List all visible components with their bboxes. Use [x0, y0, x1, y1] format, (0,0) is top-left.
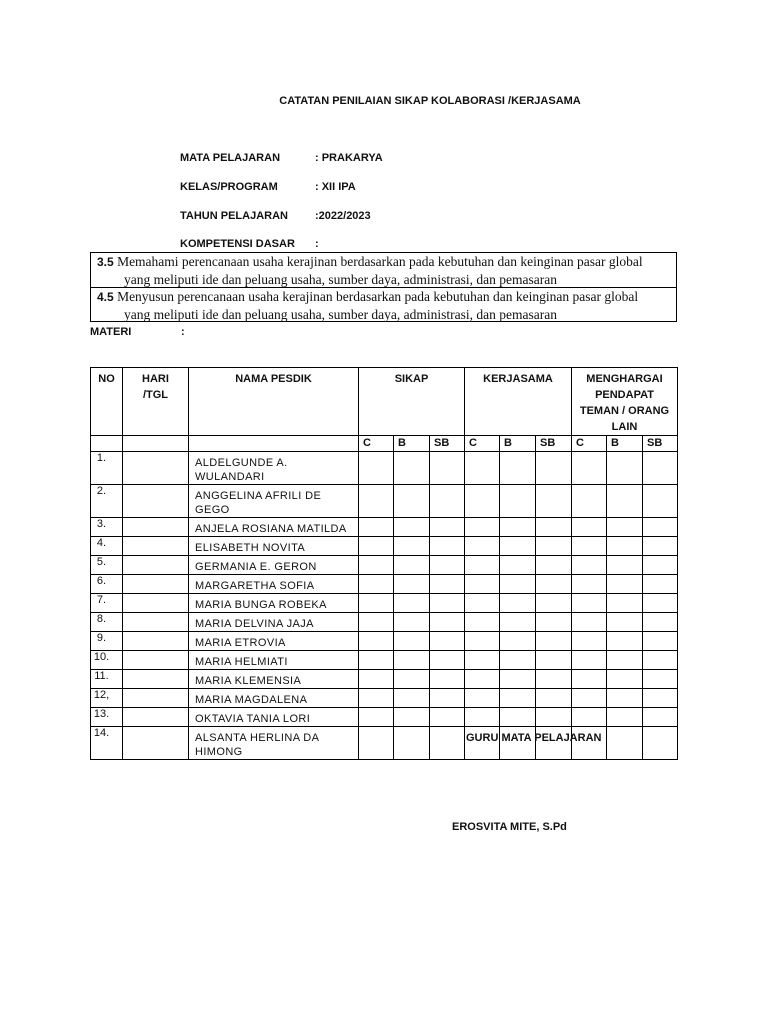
header-menghargai: [572, 368, 678, 436]
kompetensi-item: [91, 288, 676, 323]
grade-cell: [394, 556, 430, 575]
grade-cell: [536, 452, 572, 485]
grade-cell: [430, 594, 465, 613]
grade-cell: [607, 575, 643, 594]
grade-cell: [430, 485, 465, 518]
grade-cell: [643, 689, 678, 708]
grade-cell: [536, 689, 572, 708]
grade-cell: [359, 556, 394, 575]
row-number: 5.: [91, 556, 123, 575]
grade-cell: [607, 651, 643, 670]
header-hari-line1: HARI: [142, 373, 169, 385]
kompetensi-number: 4.5: [97, 290, 114, 304]
table-row: [91, 556, 678, 575]
grade-cell: [500, 670, 536, 689]
meta-value-kompetensi-dasar: :: [315, 238, 319, 250]
grade-cell: [500, 651, 536, 670]
grade-cell: [430, 670, 465, 689]
grade-cell: [572, 452, 607, 485]
row-number: 2.: [91, 485, 123, 518]
grade-cell: [536, 485, 572, 518]
table-row: [91, 613, 678, 632]
row-number: 9.: [91, 632, 123, 651]
grade-cell: [572, 575, 607, 594]
grade-cell: [607, 727, 643, 760]
subheader-empty: [91, 436, 123, 452]
row-number: 8.: [91, 613, 123, 632]
row-hari-cell: [123, 452, 189, 485]
header-menghargai-line2: PENDAPAT: [595, 389, 654, 401]
grade-cell: [465, 518, 500, 537]
grade-cell: [500, 518, 536, 537]
grade-cell: [572, 537, 607, 556]
header-no: NO: [91, 368, 123, 436]
meta-value-kelas-program: : XII IPA: [315, 181, 356, 193]
grade-cell: [430, 518, 465, 537]
grade-cell: [430, 537, 465, 556]
grade-cell: [430, 689, 465, 708]
grade-cell: [607, 518, 643, 537]
row-student-name: MARIA HELMIATI: [189, 651, 359, 670]
row-number: 3.: [91, 518, 123, 537]
grade-cell: [430, 651, 465, 670]
grade-cell: [394, 537, 430, 556]
grade-cell: [643, 708, 678, 727]
grade-cell: [394, 727, 430, 760]
row-number: 1.: [91, 452, 123, 485]
grade-cell: [643, 651, 678, 670]
grade-cell: [359, 670, 394, 689]
row-student-name: MARIA KLEMENSIA: [189, 670, 359, 689]
grade-cell: [643, 594, 678, 613]
header-menghargai-line4: LAIN: [611, 421, 638, 433]
row-number: 4.: [91, 537, 123, 556]
grade-cell: [359, 708, 394, 727]
grade-cell: [359, 537, 394, 556]
row-number: 7.: [91, 594, 123, 613]
table-row: [91, 670, 678, 689]
header-nama-pesdik: NAMA PESDIK: [189, 368, 359, 436]
grade-cell: [500, 537, 536, 556]
meta-value-mata-pelajaran: : PRAKARYA: [315, 152, 383, 164]
row-student-name: ELISABETH NOVITA: [189, 537, 359, 556]
grade-cell: [607, 556, 643, 575]
grade-cell: [536, 651, 572, 670]
row-hari-cell: [123, 613, 189, 632]
grade-cell: [430, 632, 465, 651]
grade-cell: [430, 452, 465, 485]
grade-cell: [607, 594, 643, 613]
meta-label-mata-pelajaran: MATA PELAJARAN: [180, 152, 281, 164]
row-hari-cell: [123, 727, 189, 760]
grade-cell: [607, 670, 643, 689]
row-number: 11.: [91, 670, 123, 689]
grade-cell: [359, 689, 394, 708]
grade-cell: [607, 689, 643, 708]
grade-cell: [643, 670, 678, 689]
meta-value-tahun-pelajaran: :2022/2023: [315, 210, 371, 222]
grade-cell: [500, 485, 536, 518]
row-hari-cell: [123, 632, 189, 651]
grade-cell: [536, 575, 572, 594]
row-number: 12,: [91, 689, 123, 708]
grade-cell: [572, 518, 607, 537]
grade-cell: [572, 632, 607, 651]
grade-cell: [643, 537, 678, 556]
row-hari-cell: [123, 670, 189, 689]
grade-cell: [465, 689, 500, 708]
table-row: [91, 452, 678, 485]
kompetensi-dasar-box: [90, 252, 677, 322]
table-row: [91, 689, 678, 708]
grade-cell: [536, 537, 572, 556]
grade-cell: [359, 632, 394, 651]
grade-cell: [572, 651, 607, 670]
row-hari-cell: [123, 556, 189, 575]
table-header-row: [91, 368, 678, 436]
grade-cell: [465, 537, 500, 556]
subheader-grade: C: [359, 436, 394, 452]
meta-label-kelas-program: KELAS/PROGRAM: [180, 181, 278, 193]
grade-cell: [607, 613, 643, 632]
grade-cell: [394, 518, 430, 537]
row-number: 13.: [91, 708, 123, 727]
grade-cell: [465, 708, 500, 727]
subheader-grade: SB: [536, 436, 572, 452]
grade-cell: [359, 518, 394, 537]
grade-cell: [572, 594, 607, 613]
grade-cell: [394, 594, 430, 613]
subheader-grade: B: [394, 436, 430, 452]
document-title: CATATAN PENILAIAN SIKAP KOLABORASI /KERJASAMA: [279, 95, 581, 107]
grade-cell: [394, 575, 430, 594]
meta-label-tahun-pelajaran: TAHUN PELAJARAN: [180, 210, 288, 222]
row-number: 10.: [91, 651, 123, 670]
row-student-name: ANGGELINA AFRILI DE GEGO: [189, 485, 359, 518]
grade-cell: [500, 613, 536, 632]
grade-cell: [500, 632, 536, 651]
grade-cell: [465, 670, 500, 689]
grade-cell: [643, 632, 678, 651]
grade-cell: [359, 452, 394, 485]
grade-cell: [536, 518, 572, 537]
grade-cell: [643, 485, 678, 518]
table-row: [91, 485, 678, 518]
grade-cell: [607, 708, 643, 727]
row-student-name: MARIA ETROVIA: [189, 632, 359, 651]
kompetensi-number: 3.5: [97, 255, 114, 269]
row-student-name: MARGARETHA SOFIA: [189, 575, 359, 594]
row-hari-cell: [123, 575, 189, 594]
table-row: [91, 537, 678, 556]
row-student-name: ALDELGUNDE A. WULANDARI: [189, 452, 359, 485]
subheader-grade: SB: [430, 436, 465, 452]
grade-cell: [643, 575, 678, 594]
grade-cell: [359, 613, 394, 632]
grade-cell: [500, 689, 536, 708]
kompetensi-item: [91, 253, 676, 288]
grade-cell: [465, 651, 500, 670]
grade-cell: [500, 452, 536, 485]
header-menghargai-line3: TEMAN / ORANG: [579, 405, 670, 417]
grade-cell: [643, 613, 678, 632]
row-hari-cell: [123, 537, 189, 556]
grade-cell: [359, 485, 394, 518]
row-student-name: ANJELA ROSIANA MATILDA: [189, 518, 359, 537]
grade-cell: [394, 632, 430, 651]
table-row: [91, 632, 678, 651]
grade-cell: [500, 575, 536, 594]
grade-cell: [572, 708, 607, 727]
row-student-name: MARIA MAGDALENA: [189, 689, 359, 708]
grade-cell: [572, 689, 607, 708]
grade-cell: [394, 689, 430, 708]
grade-cell: [394, 651, 430, 670]
grade-cell: [500, 594, 536, 613]
grade-cell: [643, 727, 678, 760]
table-row: [91, 575, 678, 594]
grade-cell: [394, 708, 430, 727]
grade-cell: [572, 670, 607, 689]
materi-colon: :: [181, 326, 185, 338]
grade-cell: [359, 594, 394, 613]
grade-cell: [572, 485, 607, 518]
row-hari-cell: [123, 708, 189, 727]
grade-cell: [572, 613, 607, 632]
grade-cell: [359, 575, 394, 594]
table-row: [91, 594, 678, 613]
signature-role: GURU MATA PELAJARAN: [466, 732, 602, 744]
kompetensi-text-line2: yang meliputi ide dan peluang usaha, sumber daya, administrasi, dan pemasaran: [124, 307, 557, 322]
grade-cell: [430, 575, 465, 594]
grade-cell: [643, 452, 678, 485]
grade-cell: [394, 452, 430, 485]
grade-cell: [430, 727, 465, 760]
grade-cell: [394, 485, 430, 518]
grade-cell: [465, 575, 500, 594]
grade-cell: [465, 613, 500, 632]
grade-cell: [536, 613, 572, 632]
grade-cell: [607, 632, 643, 651]
kompetensi-text-line2: yang meliputi ide dan peluang usaha, sumber daya, administrasi, dan pemasaran: [124, 272, 557, 287]
row-number: 6.: [91, 575, 123, 594]
grade-cell: [465, 485, 500, 518]
row-hari-cell: [123, 651, 189, 670]
table-row: [91, 518, 678, 537]
subheader-empty: [189, 436, 359, 452]
header-kerjasama: KERJASAMA: [465, 368, 572, 436]
grade-cell: [572, 556, 607, 575]
table-row: [91, 708, 678, 727]
grade-cell: [394, 670, 430, 689]
grade-cell: [465, 594, 500, 613]
subheader-grade: SB: [643, 436, 678, 452]
grade-cell: [394, 613, 430, 632]
row-hari-cell: [123, 594, 189, 613]
grade-cell: [359, 727, 394, 760]
table-body: [91, 452, 678, 760]
grade-cell: [430, 556, 465, 575]
header-hari-line2: /TGL: [142, 389, 169, 401]
grade-cell: [500, 556, 536, 575]
grade-cell: [465, 632, 500, 651]
kompetensi-text-line1: Memahami perencanaan usaha kerajinan berdasarkan pada kebutuhan dan keinginan pasar global: [113, 254, 643, 269]
assessment-table: [90, 367, 678, 760]
row-hari-cell: [123, 518, 189, 537]
subheader-grade: C: [465, 436, 500, 452]
header-hari-tgl: [123, 368, 189, 436]
grade-cell: [607, 452, 643, 485]
grade-cell: [430, 613, 465, 632]
grade-cell: [607, 485, 643, 518]
subheader-empty: [123, 436, 189, 452]
row-hari-cell: [123, 689, 189, 708]
subheader-grade: C: [572, 436, 607, 452]
grade-cell: [536, 556, 572, 575]
grade-cell: [643, 518, 678, 537]
grade-cell: [643, 556, 678, 575]
signature-name: EROSVITA MITE, S.Pd: [452, 821, 567, 833]
grade-cell: [536, 670, 572, 689]
kompetensi-text-line1: Menyusun perencanaan usaha kerajinan berdasarkan pada kebutuhan dan keinginan pasar global: [113, 289, 639, 304]
header-menghargai-line1: MENGHARGAI: [586, 373, 663, 385]
row-student-name: OKTAVIA TANIA LORI: [189, 708, 359, 727]
subheader-grade: B: [500, 436, 536, 452]
grade-cell: [607, 537, 643, 556]
row-hari-cell: [123, 485, 189, 518]
header-sikap: SIKAP: [359, 368, 465, 436]
grade-cell: [465, 556, 500, 575]
grade-cell: [500, 708, 536, 727]
grade-cell: [465, 452, 500, 485]
grade-cell: [536, 594, 572, 613]
row-number: 14.: [91, 727, 123, 760]
materi-label: MATERI: [90, 326, 132, 338]
grade-cell: [536, 632, 572, 651]
grade-cell: [359, 651, 394, 670]
table-subheader-row: [91, 436, 678, 452]
grade-cell: [430, 708, 465, 727]
row-student-name: GERMANIA E. GERON: [189, 556, 359, 575]
row-student-name: MARIA DELVINA JAJA: [189, 613, 359, 632]
row-student-name: ALSANTA HERLINA DA HIMONG: [189, 727, 359, 760]
table-row: [91, 651, 678, 670]
meta-label-kompetensi-dasar: KOMPETENSI DASAR: [180, 238, 295, 250]
subheader-grade: B: [607, 436, 643, 452]
grade-cell: [536, 708, 572, 727]
row-student-name: MARIA BUNGA ROBEKA: [189, 594, 359, 613]
